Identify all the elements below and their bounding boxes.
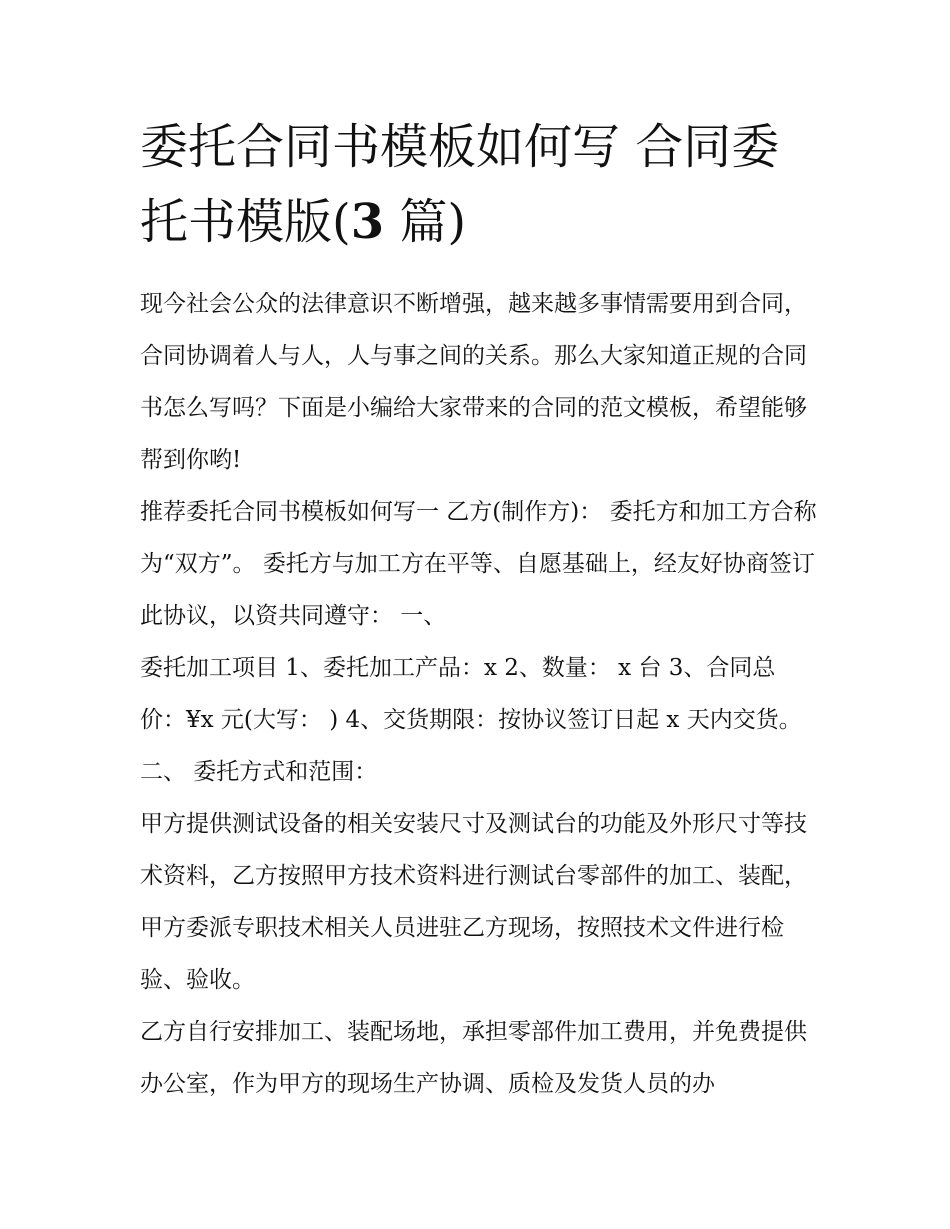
- paragraph-project: 委托加工项目 1、委托加工产品：x 2、数量： x 台 3、合同总价：¥x 元(大写： ) 4、交货期限：按协议签订日起 x 天内交货。 二、 委托方式和范围：: [140, 655, 802, 785]
- paragraph-site: 乙方自行安排加工、装配场地，承担零部件加工费用，并免费提供办公室，作为甲方的现场生产协调、质检及发货人员的办: [140, 1019, 807, 1097]
- title-text-main: 委托合同书模板如何写 合同委托书模版(: [140, 119, 780, 250]
- title-count: 3: [350, 194, 385, 250]
- paragraph-template-intro: 推荐委托合同书模板如何写一 乙方(制作方)： 委托方和加工方合称为“双方”。 委托方与加工方在平等、自愿基础上，经友好协商签订此协议，以资共同遵守： 一、: [140, 499, 817, 629]
- document-title: [140, 110, 820, 260]
- paragraph-intro: 现今社会公众的法律意识不断增强，越来越多事情需要用到合同，合同协调着人与人，人与事之间的关系。那么大家知道正规的合同书怎么写吗？下面是小编给大家带来的合同的范文模板，希望能够帮到你哟!: [140, 291, 807, 473]
- title-text-tail: 篇): [384, 194, 467, 250]
- paragraph-scope: 甲方提供测试设备的相关安装尺寸及测试台的功能及外形尺寸等技术资料，乙方按照甲方技术资料进行测试台零部件的加工、装配，甲方委派专职技术相关人员进驻乙方现场，按照技术文件进行检验、验收。: [140, 811, 807, 993]
- document-body: [140, 278, 820, 1110]
